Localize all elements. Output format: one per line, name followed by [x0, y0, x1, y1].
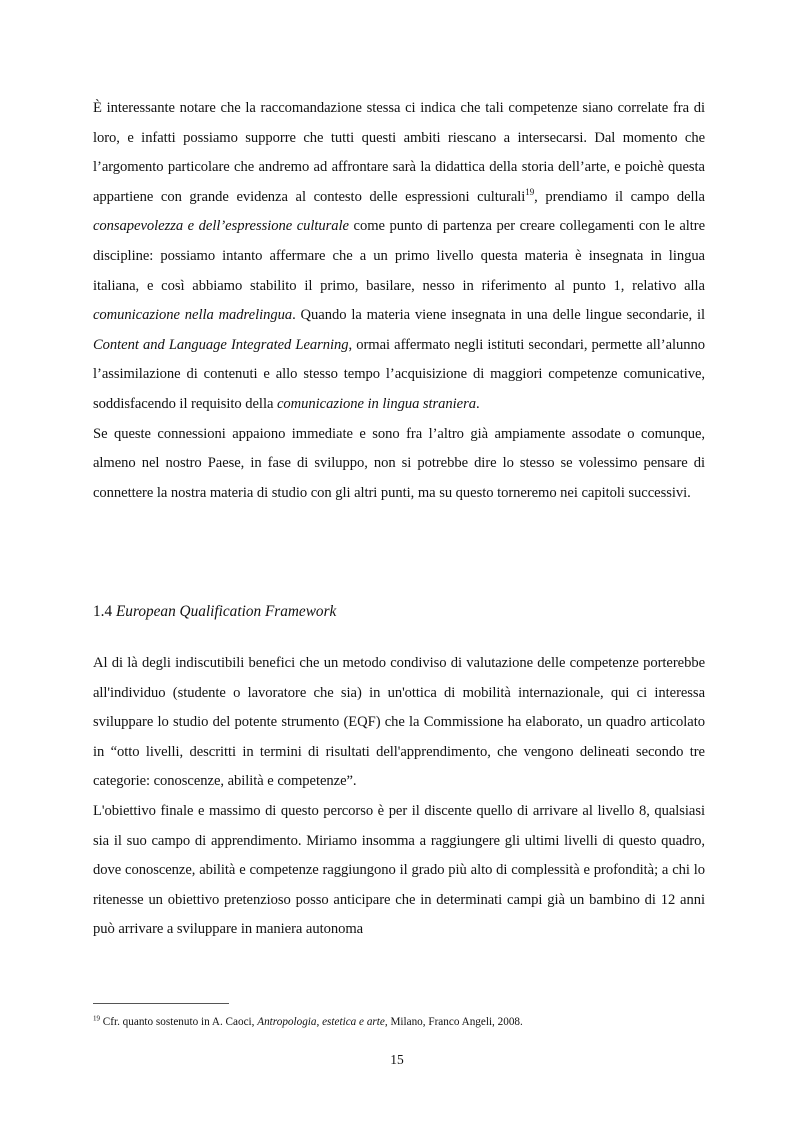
paragraph-text: .	[476, 395, 480, 412]
paragraph-text: . Quando la materia viene insegnata in una delle lingue secondarie, il	[292, 307, 706, 324]
paragraph-connections: Se queste connessioni appaiono immediate e sono fra l’altro già ampiamente assodate o comunque, almeno nel nostro Paese, in fase di sviluppo, non si potrebbe dire lo stesso se volessimo pensare di connettere la nostra materia di studio con gli altri punti, ma su questo torneremo nei capitoli successivi.	[93, 425, 705, 501]
emphasis-term: comunicazione nella madrelingua	[93, 307, 293, 324]
footnote-separator	[93, 1003, 229, 1004]
section-title: European Qualification Framework	[115, 603, 337, 620]
paragraph-text: È interessante notare che la raccomandazione stessa ci indica che tali competenze siano correlate fra di loro, e infatti possiamo supporre che tutti questi ambiti riescano a intersecarsi. Dal momento che l’argomento particolare che andremo ad affrontare sarà la didattica della storia dell’arte, e poichè questa appartiene con grande evidenza al contesto delle espressioni culturali	[93, 100, 705, 205]
emphasis-term: comunicazione in lingua straniera	[276, 395, 476, 412]
paragraph-eqf-goal: L'obiettivo finale e massimo di questo percorso è per il discente quello di arrivare al livello 8, qualsiasi sia il suo campo di apprendimento. Miriamo insomma a raggiungere gli ultimi livelli di questo quadro, dove conoscenze, abilità e competenze raggiungono il grado più alto di complessità e profondità; a chi lo ritenesse un obiettivo pretenzioso posso anticipare che in determinati campi già un bambino di 12 anni può arrivare a sviluppare in maniera autonoma	[93, 802, 705, 938]
footnote-number: 19	[93, 1014, 100, 1023]
footnote-text: , Milano, Franco Angeli, 2008.	[384, 1016, 523, 1028]
paragraph-text: , prendiamo il campo della	[534, 188, 705, 205]
paragraph-text: , ormai affermato negli istituti secondari, permette all’alunno l’assimilazione di contenuti e allo stesso tempo l’acquisizione di maggiori competenze comunicative, soddisfacendo il requisito della	[93, 336, 705, 412]
emphasis-term: Content and Language Integrated Learning	[93, 336, 349, 353]
section-body-text	[93, 94, 705, 508]
footnote	[93, 1014, 523, 1030]
footnote-text: Cfr. quanto sostenuto in A. Caoci,	[100, 1016, 258, 1028]
section-heading	[93, 598, 336, 626]
page-number: 15	[390, 1052, 404, 1067]
emphasis-term: consapevolezza e dell’espressione culturale	[93, 218, 349, 235]
section-eqf-text	[93, 649, 705, 945]
paragraph-competences	[93, 94, 705, 420]
footnote-reference: 19	[525, 186, 535, 197]
footnote-book-title: Antropologia, estetica e arte	[257, 1016, 385, 1028]
paragraph-text: come punto di partenza per creare collegamenti con le altre discipline: possiamo intanto affermare che a un primo livello questa materia è insegnata in lingua italiana, e così abbiamo stabilito il primo, basilare, nesso in riferimento al punto 1, relativo alla	[93, 218, 706, 294]
section-number: 1.4	[93, 603, 116, 620]
paragraph-eqf-intro: Al di là degli indiscutibili benefici che un metodo condiviso di valutazione delle competenze porterebbe all'individuo (studente o lavoratore che sia) in un'ottica di mobilità internazionale, qui ci interessa sviluppare lo studio del potente strumento (EQF) che la Commissione ha elaborato, un quadro articolato in “otto livelli, descritti in termini di risultati dell'apprendimento, che vengono delineati secondo tre categorie: conoscenze, abilità e competenze”.	[93, 655, 705, 790]
